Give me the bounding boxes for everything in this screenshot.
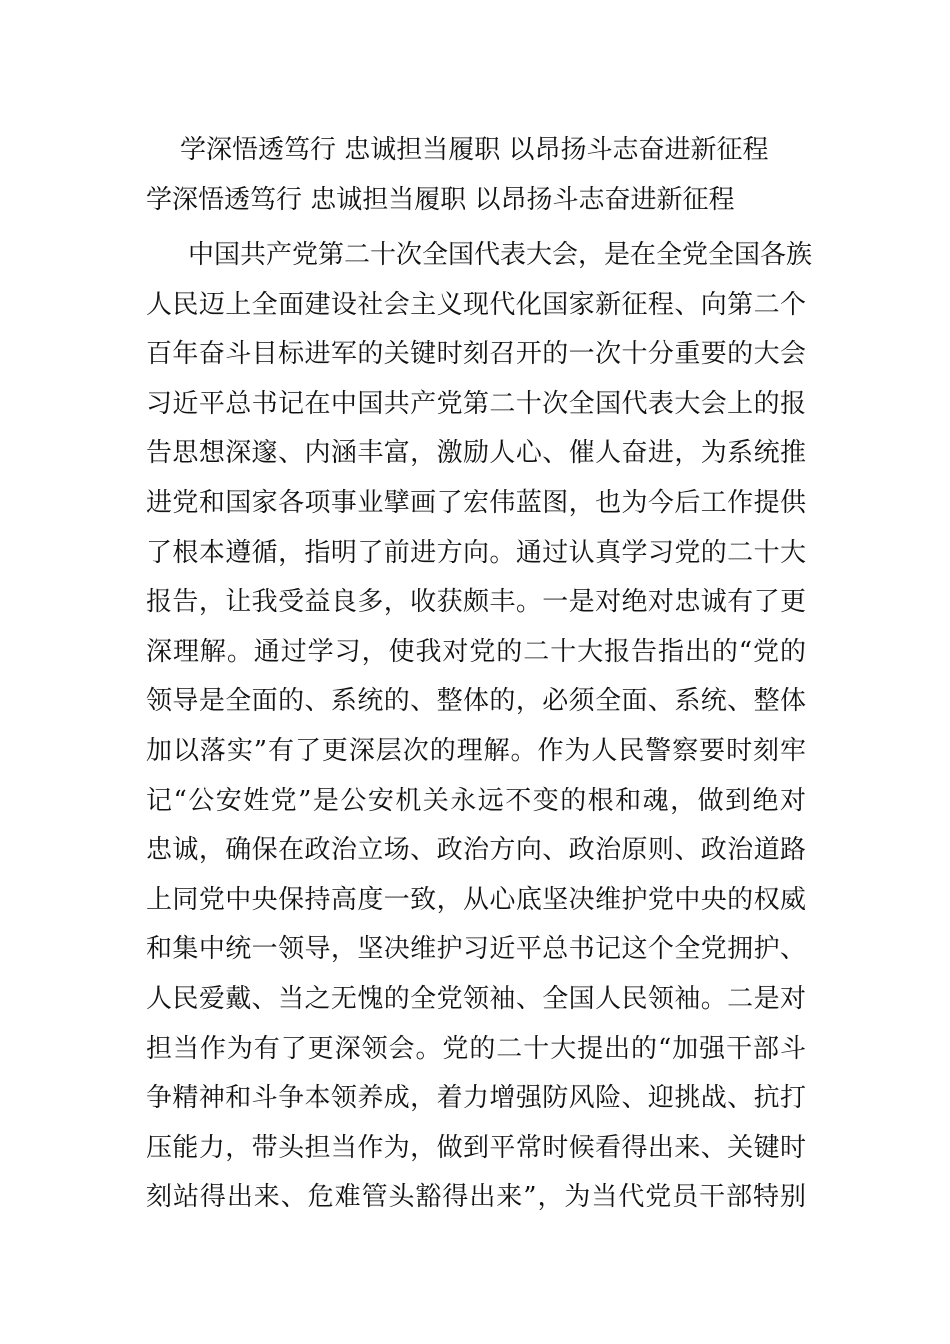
paragraph-line: 忠诚，确保在政治立场、政治方向、政治原则、政治道路	[146, 835, 806, 866]
document-title-repeat: 学深悟透笃行 忠诚担当履职 以昂扬斗志奋进新征程	[146, 185, 735, 215]
paragraph-line: 争精神和斗争本领养成，着力增强防风险、迎挑战、抗打	[146, 1083, 806, 1114]
paragraph-line: 领导是全面的、系统的、整体的，必须全面、系统、整体	[146, 686, 806, 717]
paragraph-line: 告思想深邃、内涵丰富，激励人心、催人奋进，为系统推	[146, 438, 806, 469]
paragraph-line: 人民爱戴、当之无愧的全党领袖、全国人民领袖。二是对	[146, 983, 806, 1014]
paragraph-line: 记“公安姓党”是公安机关永远不变的根和魂，做到绝对	[146, 785, 806, 816]
paragraph-line: 人民迈上全面建设社会主义现代化国家新征程、向第二个	[146, 289, 806, 320]
paragraph-line: 报告，让我受益良多，收获颇丰。一是对绝对忠诚有了更	[146, 587, 806, 618]
paragraph-line: 进党和国家各项事业擘画了宏伟蓝图，也为今后工作提供	[146, 487, 806, 518]
body-paragraph	[146, 231, 813, 1223]
document-title: 学深悟透笃行 忠诚担当履职 以昂扬斗志奋进新征程	[180, 135, 769, 165]
paragraph-line: 习近平总书记在中国共产党第二十次全国代表大会上的报	[146, 388, 806, 419]
paragraph-line: 上同党中央保持高度一致，从心底坚决维护党中央的权威	[146, 884, 806, 915]
paragraph-line: 了根本遵循，指明了前进方向。通过认真学习党的二十大	[146, 537, 806, 568]
paragraph-line: 加以落实”有了更深层次的理解。作为人民警察要时刻牢	[146, 735, 806, 766]
paragraph-line: 担当作为有了更深领会。党的二十大提出的“加强干部斗	[146, 1033, 806, 1064]
paragraph-line: 中国共产党第二十次全国代表大会，是在全党全国各族	[188, 240, 813, 270]
paragraph-line: 深理解。通过学习，使我对党的二十大报告指出的“党的	[146, 636, 806, 667]
paragraph-line: 压能力，带头担当作为，做到平常时候看得出来、关键时	[146, 1132, 806, 1163]
paragraph-line: 百年奋斗目标进军的关键时刻召开的一次十分重要的大会	[146, 339, 806, 370]
paragraph-line: 和集中统一领导，坚决维护习近平总书记这个全党拥护、	[146, 934, 806, 965]
paragraph-line: 刻站得出来、危难管头豁得出来”，为当代党员干部特别	[146, 1182, 806, 1213]
